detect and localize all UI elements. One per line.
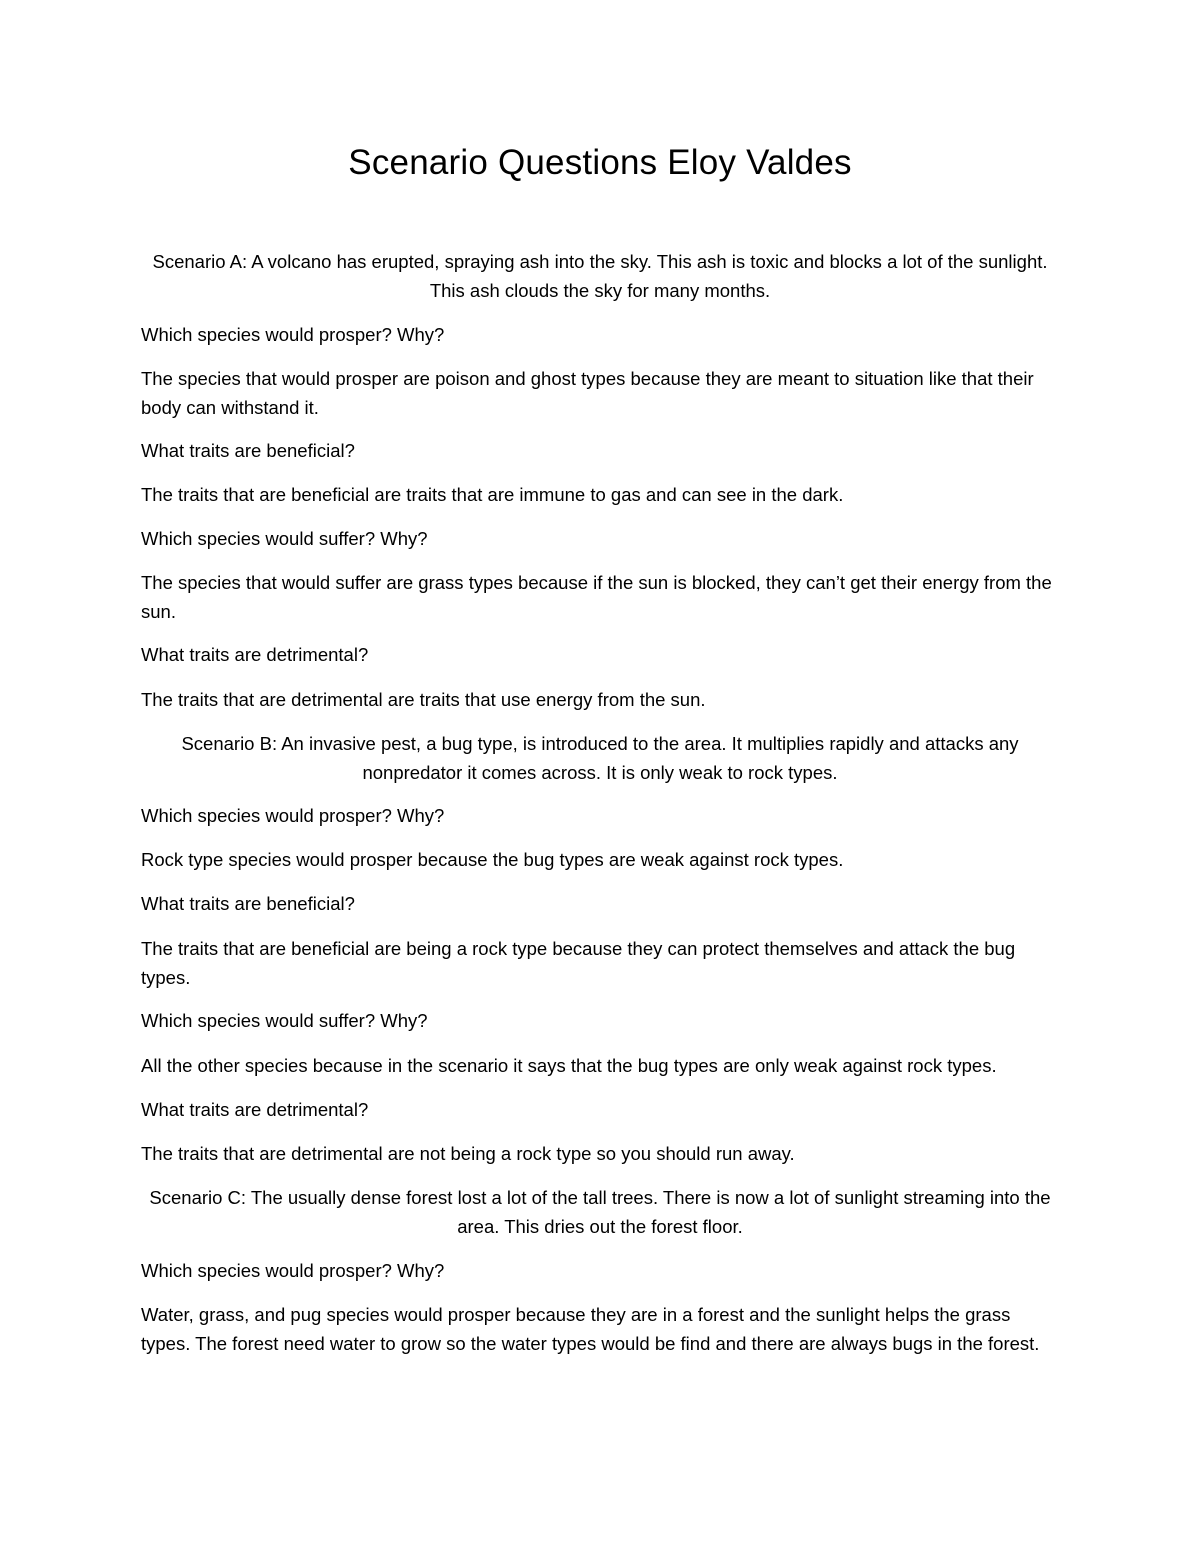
question-suffer-a: Which species would suffer? Why? (141, 528, 428, 549)
answer-prosper-b: Rock type species would prosper because the bug types are weak against rock types. (141, 849, 844, 870)
answer-prosper-a: The species that would prosper are poison and ghost types because they are meant to situation like that their body can withstand it. (141, 368, 1034, 418)
question-detrimental-b: What traits are detrimental? (141, 1099, 369, 1120)
question-detrimental-a: What traits are detrimental? (141, 644, 369, 665)
question-prosper-c: Which species would prosper? Why? (141, 1260, 445, 1281)
answer-suffer-b: All the other species because in the scenario it says that the bug types are only weak against rock types. (141, 1055, 997, 1076)
question-beneficial-a: What traits are beneficial? (141, 440, 355, 461)
answer-suffer-a: The species that would suffer are grass types because if the sun is blocked, they can’t get their energy from the sun. (141, 572, 1052, 622)
question-prosper-b: Which species would prosper? Why? (141, 805, 445, 826)
answer-prosper-c: Water, grass, and pug species would prosper because they are in a forest and the sunlight helps the grass types. The forest need water to grow so the water types would be find and there are always bugs in the forest. (141, 1304, 1040, 1354)
scenario-a-description: Scenario A: A volcano has erupted, spraying ash into the sky. This ash is toxic and blocks a lot of the sunlight. This ash clouds the sky for many months. (152, 251, 1048, 301)
answer-beneficial-b: The traits that are beneficial are being a rock type because they can protect themselves and attack the bug types. (141, 938, 1016, 988)
question-beneficial-b: What traits are beneficial? (141, 893, 355, 914)
scenario-c-description: Scenario C: The usually dense forest lost a lot of the tall trees. There is now a lot of sunlight streaming into the area. This dries out the forest floor. (149, 1187, 1051, 1237)
question-suffer-b: Which species would suffer? Why? (141, 1010, 428, 1031)
scenario-b-description: Scenario B: An invasive pest, a bug type, is introduced to the area. It multiplies rapidly and attacks any nonpredator it comes across. It is only weak to rock types. (181, 733, 1019, 783)
document-title: Scenario Questions Eloy Valdes (348, 143, 852, 182)
answer-detrimental-a: The traits that are detrimental are traits that use energy from the sun. (141, 689, 706, 710)
answer-detrimental-b: The traits that are detrimental are not being a rock type so you should run away. (141, 1143, 795, 1164)
answer-beneficial-a: The traits that are beneficial are traits that are immune to gas and can see in the dark. (141, 484, 844, 505)
question-prosper-a: Which species would prosper? Why? (141, 324, 445, 345)
